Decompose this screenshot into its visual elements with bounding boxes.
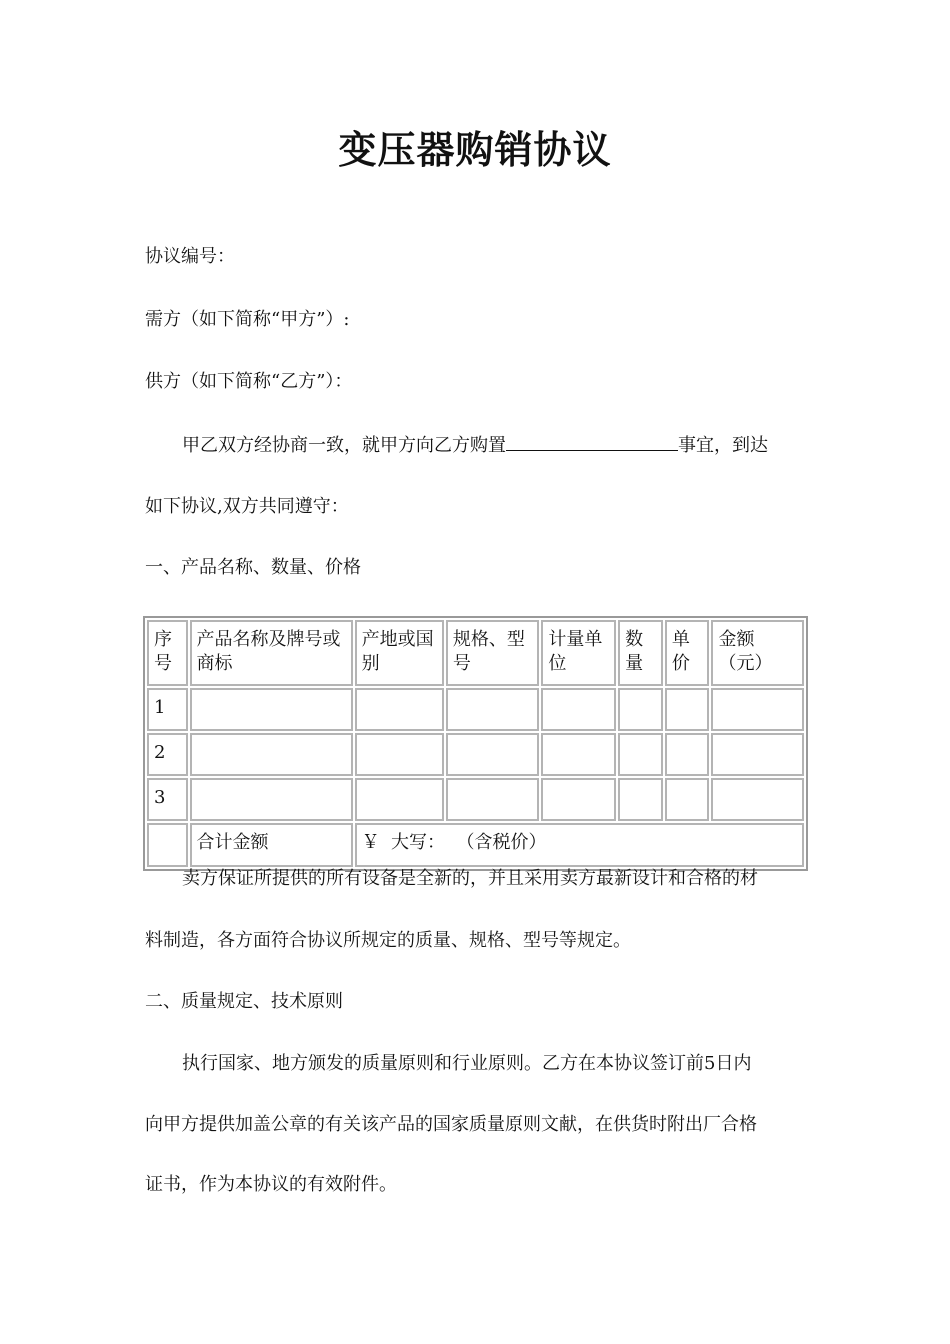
row-number: 2 [147, 733, 188, 776]
header-cell-quantity: 数量 [618, 620, 663, 686]
intro-text-part1: 甲乙双方经协商一致，就甲方向乙方购置 [182, 435, 506, 456]
origin-cell[interactable] [355, 778, 444, 821]
product-name-cell[interactable] [190, 778, 353, 821]
amount-cell[interactable] [711, 733, 804, 776]
header-cell-unit: 计量单位 [541, 620, 616, 686]
intro-paragraph-line1 [182, 432, 768, 459]
amount-cell[interactable] [711, 778, 804, 821]
unit-price-cell[interactable] [665, 733, 710, 776]
header-cell-origin: 产地或国别 [355, 620, 444, 686]
quantity-cell[interactable] [618, 778, 663, 821]
unit-price-cell[interactable] [665, 688, 710, 731]
quantity-cell[interactable] [618, 733, 663, 776]
row-number: 3 [147, 778, 188, 821]
spec-cell[interactable] [446, 688, 539, 731]
table-header-row [147, 620, 804, 686]
spec-cell[interactable] [446, 778, 539, 821]
table-row [147, 733, 804, 776]
section2-heading: 二、质量规定、技术原则 [145, 991, 343, 1012]
spec-cell[interactable] [446, 733, 539, 776]
total-label-cell: 合计金额 [190, 823, 353, 867]
intro-paragraph-line2: 如下协议,双方共同遵守： [145, 496, 349, 517]
unit-cell[interactable] [541, 688, 616, 731]
buyer-label: 需方（如下简称“甲方”）: [145, 309, 350, 330]
quality-paragraph-line1: 执行国家、地方颁发的质量原则和行业原则。乙方在本协议签订前5日内 [182, 1053, 752, 1074]
agreement-no-label: 协议编号： [145, 246, 235, 267]
warranty-paragraph-line2: 料制造，各方面符合协议所规定的质量、规格、型号等规定。 [145, 930, 631, 951]
header-cell-spec: 规格、型号 [446, 620, 539, 686]
product-name-cell[interactable] [190, 733, 353, 776]
header-cell-no: 序号 [147, 620, 188, 686]
purchase-item-blank[interactable] [506, 432, 678, 451]
origin-cell[interactable] [355, 733, 444, 776]
header-cell-unit-price: 单价 [665, 620, 710, 686]
total-value-cell[interactable]: ￥ 大写： （含税价） [355, 823, 804, 867]
quality-paragraph-line3: 证书，作为本协议的有效附件。 [145, 1174, 397, 1195]
section1-heading: 一、产品名称、数量、价格 [145, 557, 361, 578]
unit-cell[interactable] [541, 733, 616, 776]
warranty-paragraph-line1: 卖方保证所提供的所有设备是全新的，并且采用卖方最新设计和合格的材 [182, 868, 758, 889]
product-table [143, 616, 808, 871]
table-row [147, 688, 804, 731]
product-name-cell[interactable] [190, 688, 353, 731]
quality-paragraph-line2: 向甲方提供加盖公章的有关该产品的国家质量原则文献，在供货时附出厂合格 [145, 1114, 757, 1135]
origin-cell[interactable] [355, 688, 444, 731]
header-cell-amount: 金额（元） [711, 620, 804, 686]
total-empty-cell [147, 823, 188, 867]
table-row [147, 778, 804, 821]
unit-cell[interactable] [541, 778, 616, 821]
amount-cell[interactable] [711, 688, 804, 731]
seller-label: 供方（如下简称“乙方”）： [145, 371, 353, 392]
document-title: 变压器购销协议 [338, 127, 612, 172]
unit-price-cell[interactable] [665, 778, 710, 821]
header-cell-product-name: 产品名称及牌号或商标 [190, 620, 353, 686]
intro-text-part2: 事宜，到达 [678, 435, 768, 456]
table-total-row [147, 823, 804, 867]
row-number: 1 [147, 688, 188, 731]
product-table-wrapper [143, 616, 808, 871]
quantity-cell[interactable] [618, 688, 663, 731]
